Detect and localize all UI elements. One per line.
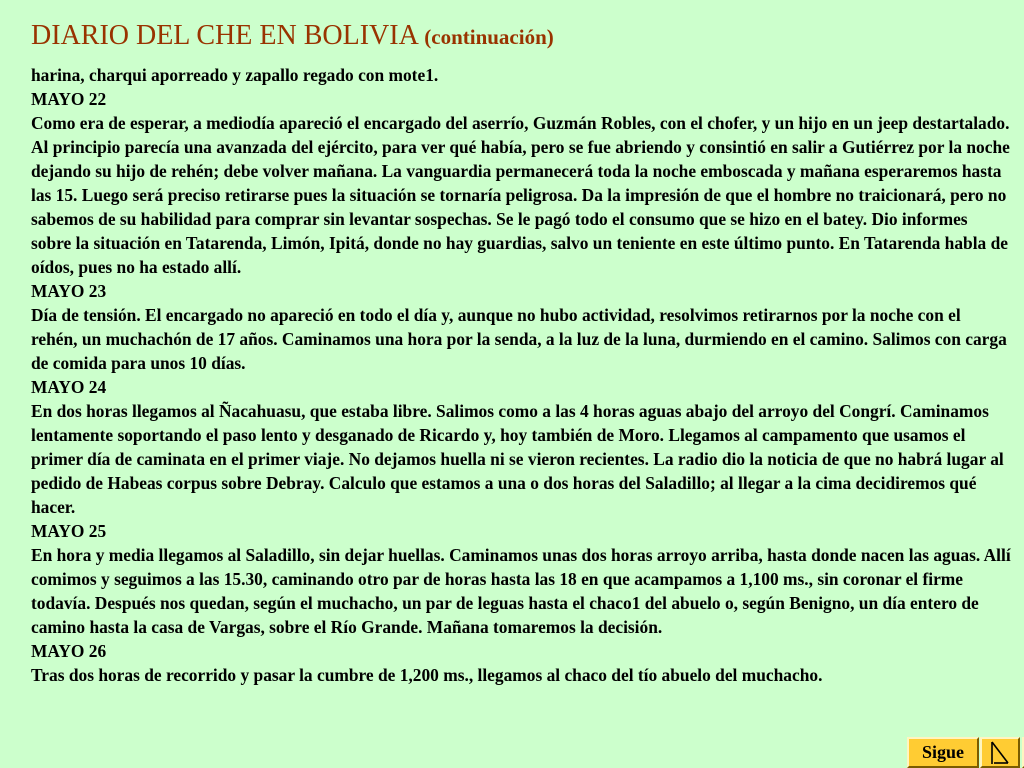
- paragraph-continuation: harina, charqui aporreado y zapallo regado con mote1.: [31, 65, 439, 85]
- heading-mayo-22: MAYO 22: [31, 89, 107, 109]
- heading-mayo-23: MAYO 23: [31, 281, 107, 301]
- entry-mayo-26: Tras dos horas de recorrido y pasar la cumbre de 1,200 ms., llegamos al chaco del tío abuelo del muchacho.: [31, 665, 823, 685]
- diary-text: [31, 63, 1011, 687]
- title-subtitle: (continuación): [424, 25, 554, 49]
- entry-mayo-25: En hora y media llegamos al Saladillo, sin dejar huellas. Caminamos unas dos horas arroyo arriba, hasta donde nacen las aguas. Allí comimos y seguimos a las 15.30, caminando otro par de horas hasta las 18 en que acampamos a 1,100 ms., sin coronar el firme todavía. Después nos quedan, según el muchacho, un par de leguas hasta el chaco1 del abuelo o, según Benigno, un día entero de camino hasta la casa de Vargas, sobre el Río Grande. Mañana tomaremos la decisión.: [31, 545, 1011, 637]
- entry-mayo-24: En dos horas llegamos al Ñacahuasu, que estaba libre. Salimos como a las 4 horas aguas abajo del arroyo del Congrí. Caminamos lentamente soportando el paso lento y desganado de Ricardo y, hoy también de Moro. Llegamos al campamento que usamos el primer día de caminata en el primer viaje. No dejamos huella ni se vieron recientes. La radio dio la noticia de que no habrá lugar al pedido de Habeas corpus sobre Debray. Calculo que estamos a una o dos horas del Saladillo; al llegar a la cima decidiremos qué hacer.: [31, 401, 1004, 517]
- return-button[interactable]: [980, 737, 1020, 768]
- heading-mayo-26: MAYO 26: [31, 641, 107, 661]
- page-title: [31, 18, 554, 55]
- entry-mayo-22: Como era de esperar, a mediodía apareció el encargado del aserrío, Guzmán Robles, con el chofer, y un hijo en un jeep destartalado. Al principio parecía una avanzada del ejército, para ver qué había, pero se fue abriendo y consintió en salir a Gutiérrez por la noche dejando su hijo de rehén; debe volver mañana. La vanguardia permanecerá toda la noche emboscada y mañana esperaremos hasta las 15. Luego será preciso retirarse pues la situación se tornaría peligrosa. Da la impresión de que el hombre no traicionará, pero no sabemos de su habilidad para comprar sin levantar sospechas. Se le pagó todo el consumo que se hizo en el batey. Dio informes sobre la situación en Tatarenda, Limón, Ipitá, donde no hay guardias, salvo un teniente en este último punto. En Tatarenda habla de oídos, pues no ha estado allí.: [31, 113, 1010, 277]
- next-button[interactable]: Sigue: [907, 737, 979, 768]
- entry-mayo-23: Día de tensión. El encargado no apareció en todo el día y, aunque no hubo actividad, resolvimos retirarnos por la noche con el rehén, un muchachón de 17 años. Caminamos una hora por la senda, a la luz de la luna, durmiendo en el camino. Salimos con carga de comida para unos 10 días.: [31, 305, 1007, 373]
- title-main: DIARIO DEL CHE EN BOLIVIA: [31, 20, 425, 51]
- heading-mayo-25: MAYO 25: [31, 521, 107, 541]
- return-icon: [982, 739, 1018, 766]
- heading-mayo-24: MAYO 24: [31, 377, 107, 397]
